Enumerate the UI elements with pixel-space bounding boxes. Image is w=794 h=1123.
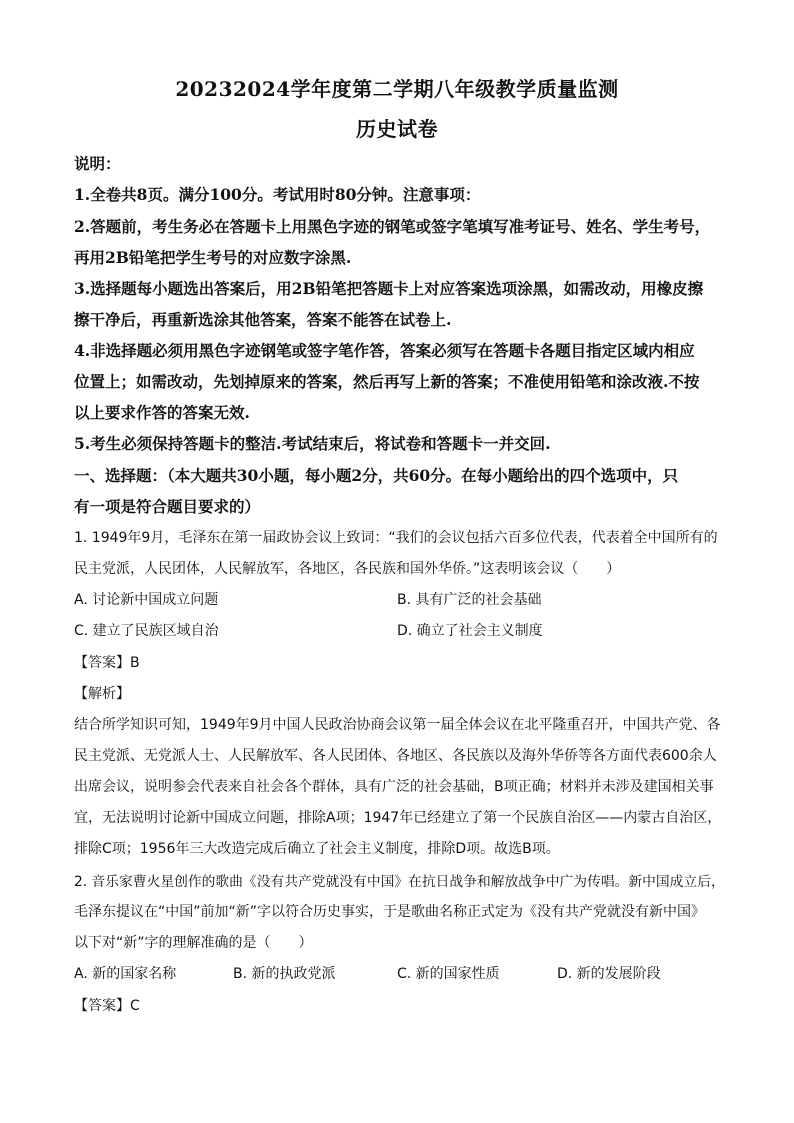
q2-answer: 【答案】C xyxy=(74,998,140,1014)
exam-title: 20232024学年度第二学期八年级教学质量监测 xyxy=(175,77,619,101)
exam-subject: 历史试卷 xyxy=(356,117,438,141)
q1-option-c: C. 建立了民族区域自治 xyxy=(74,623,219,639)
q1-analysis-1: 结合所学知识可知，1949年9月中国人民政治协商会议第一届全体会议在北平隆重召开，中国共产党、各 xyxy=(74,717,721,733)
q1-answer: 【答案】B xyxy=(74,655,140,671)
instruction-2b: 再用2B铅笔把学生考号的对应数字涂黑. xyxy=(74,248,352,267)
q1-option-a: A. 讨论新中国成立问题 xyxy=(74,592,219,608)
instruction-3a: 3.选择题每小题选出答案后，用2B铅笔把答题卡上对应答案选项涂黑，如需改动，用橡皮擦 xyxy=(74,279,704,298)
q2-stem-3: 以下对“新”字的理解准确的是（ ） xyxy=(74,935,313,951)
q2-option-a: A. 新的国家名称 xyxy=(74,966,177,982)
q1-analysis-4: 宜，无法说明讨论新中国成立问题，排除A项；1947年已经建立了第一个民族自治区——内蒙古自治区， xyxy=(74,810,722,826)
q2-stem-2: 毛泽东提议在“中国”前加“新”字以符合历史事实，于是歌曲名称正式定为《没有共产党就没有新中国》 xyxy=(74,904,706,920)
instruction-2a: 2.答题前，考生务必在答题卡上用黑色字迹的钢笔或签字笔填写准考证号、姓名、学生考号， xyxy=(74,217,711,236)
section-heading-1: 一、选择题：（本大题共30小题，每小题2分，共60分。在每小题给出的四个选项中，只 xyxy=(74,466,679,485)
instruction-1: 1.全卷共8页。满分100分。考试用时80分钟。注意事项： xyxy=(74,185,481,204)
q1-option-d: D. 确立了社会主义制度 xyxy=(397,623,543,639)
q1-analysis-3: 出席会议，说明参会代表来自社会各个群体，具有广泛的社会基础，B项正确；材料并未涉及建国相关事 xyxy=(74,779,714,795)
q1-option-b: B. 具有广泛的社会基础 xyxy=(397,592,542,608)
instruction-4a: 4.非选择题必须用黑色字迹钢笔或签字笔作答，答案必须写在答题卡各题目指定区域内相应 xyxy=(74,341,695,360)
instruction-5: 5.考生必须保持答题卡的整洁.考试结束后，将试卷和答题卡一并交回. xyxy=(74,434,551,453)
q1-analysis-label: 【解析】 xyxy=(74,686,130,702)
q1-analysis-5: 排除C项；1956年三大改造完成后确立了社会主义制度，排除D项。故选B项。 xyxy=(74,841,560,857)
q2-option-d: D. 新的发展阶段 xyxy=(557,966,661,982)
instruction-4c: 以上要求作答的答案无效. xyxy=(74,403,250,422)
q2-stem-1: 2. 音乐家曹火星创作的歌曲《没有共产党就没有中国》在抗日战争和解放战争中广为传唱。新中国成立后， xyxy=(74,874,725,890)
q1-analysis-2: 民主党派、无党派人士、人民解放军、各人民团体、各地区、各民族以及海外华侨等各方面代表600余人 xyxy=(74,748,717,764)
instruction-3b: 擦干净后，再重新选涂其他答案，答案不能答在试卷上. xyxy=(74,310,452,329)
section-heading-2: 有一项是符合题目要求的） xyxy=(74,497,261,516)
q1-stem-1: 1. 1949年9月，毛泽东在第一届政协会议上致词：“我们的会议包括六百多位代表，代表着全中国所有的 xyxy=(74,530,718,546)
q1-stem-2: 民主党派，人民团体，人民解放军，各地区，各民族和国外华侨。”这表明该会议（ ） xyxy=(74,561,621,577)
q2-option-c: C. 新的国家性质 xyxy=(397,966,500,982)
instructions-heading: 说明： xyxy=(74,154,121,173)
instruction-4b: 位置上；如需改动，先划掉原来的答案，然后再写上新的答案；不准使用铅笔和涂改液.不按 xyxy=(74,372,700,391)
q2-option-b: B. 新的执政党派 xyxy=(233,966,336,982)
